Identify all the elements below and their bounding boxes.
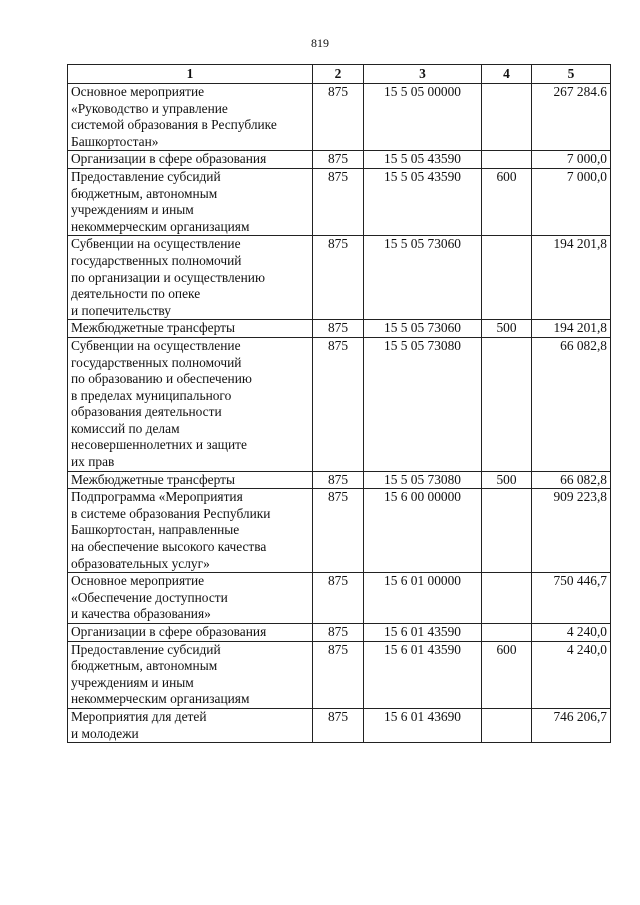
row-name: Организации в сфере образования [68, 151, 313, 169]
table-row [68, 337, 611, 471]
table-row [68, 624, 611, 642]
row-code: 15 5 05 73080 [364, 337, 482, 471]
row-name: Основное мероприятие «Обеспечение доступности и качества образования» [68, 573, 313, 624]
row-code: 15 5 05 73060 [364, 236, 482, 320]
table-row [68, 573, 611, 624]
row-amount: 4 240,0 [532, 641, 611, 708]
row-type [482, 151, 532, 169]
row-ministry: 875 [313, 708, 364, 742]
row-name: Организации в сфере образования [68, 624, 313, 642]
table-row [68, 84, 611, 151]
row-name: Основное мероприятие «Руководство и управление системой образования в Республике Башкортостан» [68, 84, 313, 151]
row-ministry: 875 [313, 236, 364, 320]
row-ministry: 875 [313, 471, 364, 489]
header-col-3: 3 [364, 65, 482, 84]
table-row [68, 471, 611, 489]
row-code: 15 6 00 00000 [364, 489, 482, 573]
row-name: Подпрограмма «Мероприятия в системе образования Республики Башкортостан, направленные на обеспечение высокого качества образовательных услуг» [68, 489, 313, 573]
row-code: 15 5 05 73060 [364, 320, 482, 338]
row-amount: 909 223,8 [532, 489, 611, 573]
row-code: 15 5 05 00000 [364, 84, 482, 151]
row-type [482, 573, 532, 624]
row-ministry: 875 [313, 489, 364, 573]
table-row [68, 708, 611, 742]
header-col-2: 2 [313, 65, 364, 84]
row-ministry: 875 [313, 573, 364, 624]
row-type [482, 624, 532, 642]
row-ministry: 875 [313, 641, 364, 708]
row-amount: 7 000,0 [532, 151, 611, 169]
row-code: 15 5 05 73080 [364, 471, 482, 489]
row-type: 600 [482, 168, 532, 235]
row-name: Межбюджетные трансферты [68, 320, 313, 338]
row-amount: 66 082,8 [532, 471, 611, 489]
table-row [68, 641, 611, 708]
row-amount: 4 240,0 [532, 624, 611, 642]
row-code: 15 5 05 43590 [364, 151, 482, 169]
row-type: 500 [482, 320, 532, 338]
header-col-5: 5 [532, 65, 611, 84]
header-row [68, 65, 611, 84]
row-type [482, 84, 532, 151]
row-code: 15 6 01 43590 [364, 641, 482, 708]
table-row [68, 168, 611, 235]
row-type [482, 708, 532, 742]
row-amount: 66 082,8 [532, 337, 611, 471]
row-amount: 746 206,7 [532, 708, 611, 742]
row-amount: 7 000,0 [532, 168, 611, 235]
row-ministry: 875 [313, 624, 364, 642]
row-amount: 267 284.6 [532, 84, 611, 151]
row-name: Субвенции на осуществление государственных полномочий по организации и осуществлению деятельности по опеке и попечительству [68, 236, 313, 320]
header-col-4: 4 [482, 65, 532, 84]
table-row [68, 489, 611, 573]
row-amount: 194 201,8 [532, 320, 611, 338]
row-name: Межбюджетные трансферты [68, 471, 313, 489]
row-type: 600 [482, 641, 532, 708]
table-row [68, 236, 611, 320]
row-name: Предоставление субсидий бюджетным, автономным учреждениям и иным некоммерческим организациям [68, 641, 313, 708]
table-row [68, 320, 611, 338]
row-ministry: 875 [313, 337, 364, 471]
row-type: 500 [482, 471, 532, 489]
row-amount: 750 446,7 [532, 573, 611, 624]
row-ministry: 875 [313, 151, 364, 169]
budget-table [67, 64, 611, 743]
row-type [482, 489, 532, 573]
row-code: 15 5 05 43590 [364, 168, 482, 235]
row-code: 15 6 01 43690 [364, 708, 482, 742]
row-name: Мероприятия для детей и молодежи [68, 708, 313, 742]
row-ministry: 875 [313, 84, 364, 151]
row-name: Предоставление субсидий бюджетным, автономным учреждениям и иным некоммерческим организациям [68, 168, 313, 235]
row-code: 15 6 01 00000 [364, 573, 482, 624]
page-number: 819 [311, 36, 329, 50]
table-row [68, 151, 611, 169]
row-ministry: 875 [313, 168, 364, 235]
row-ministry: 875 [313, 320, 364, 338]
row-amount: 194 201,8 [532, 236, 611, 320]
row-code: 15 6 01 43590 [364, 624, 482, 642]
header-col-1: 1 [68, 65, 313, 84]
row-type [482, 337, 532, 471]
row-type [482, 236, 532, 320]
row-name: Субвенции на осуществление государственных полномочий по образованию и обеспечению в пределах муниципального образования деятельности комиссий по делам несовершеннолетних и защите их прав [68, 337, 313, 471]
